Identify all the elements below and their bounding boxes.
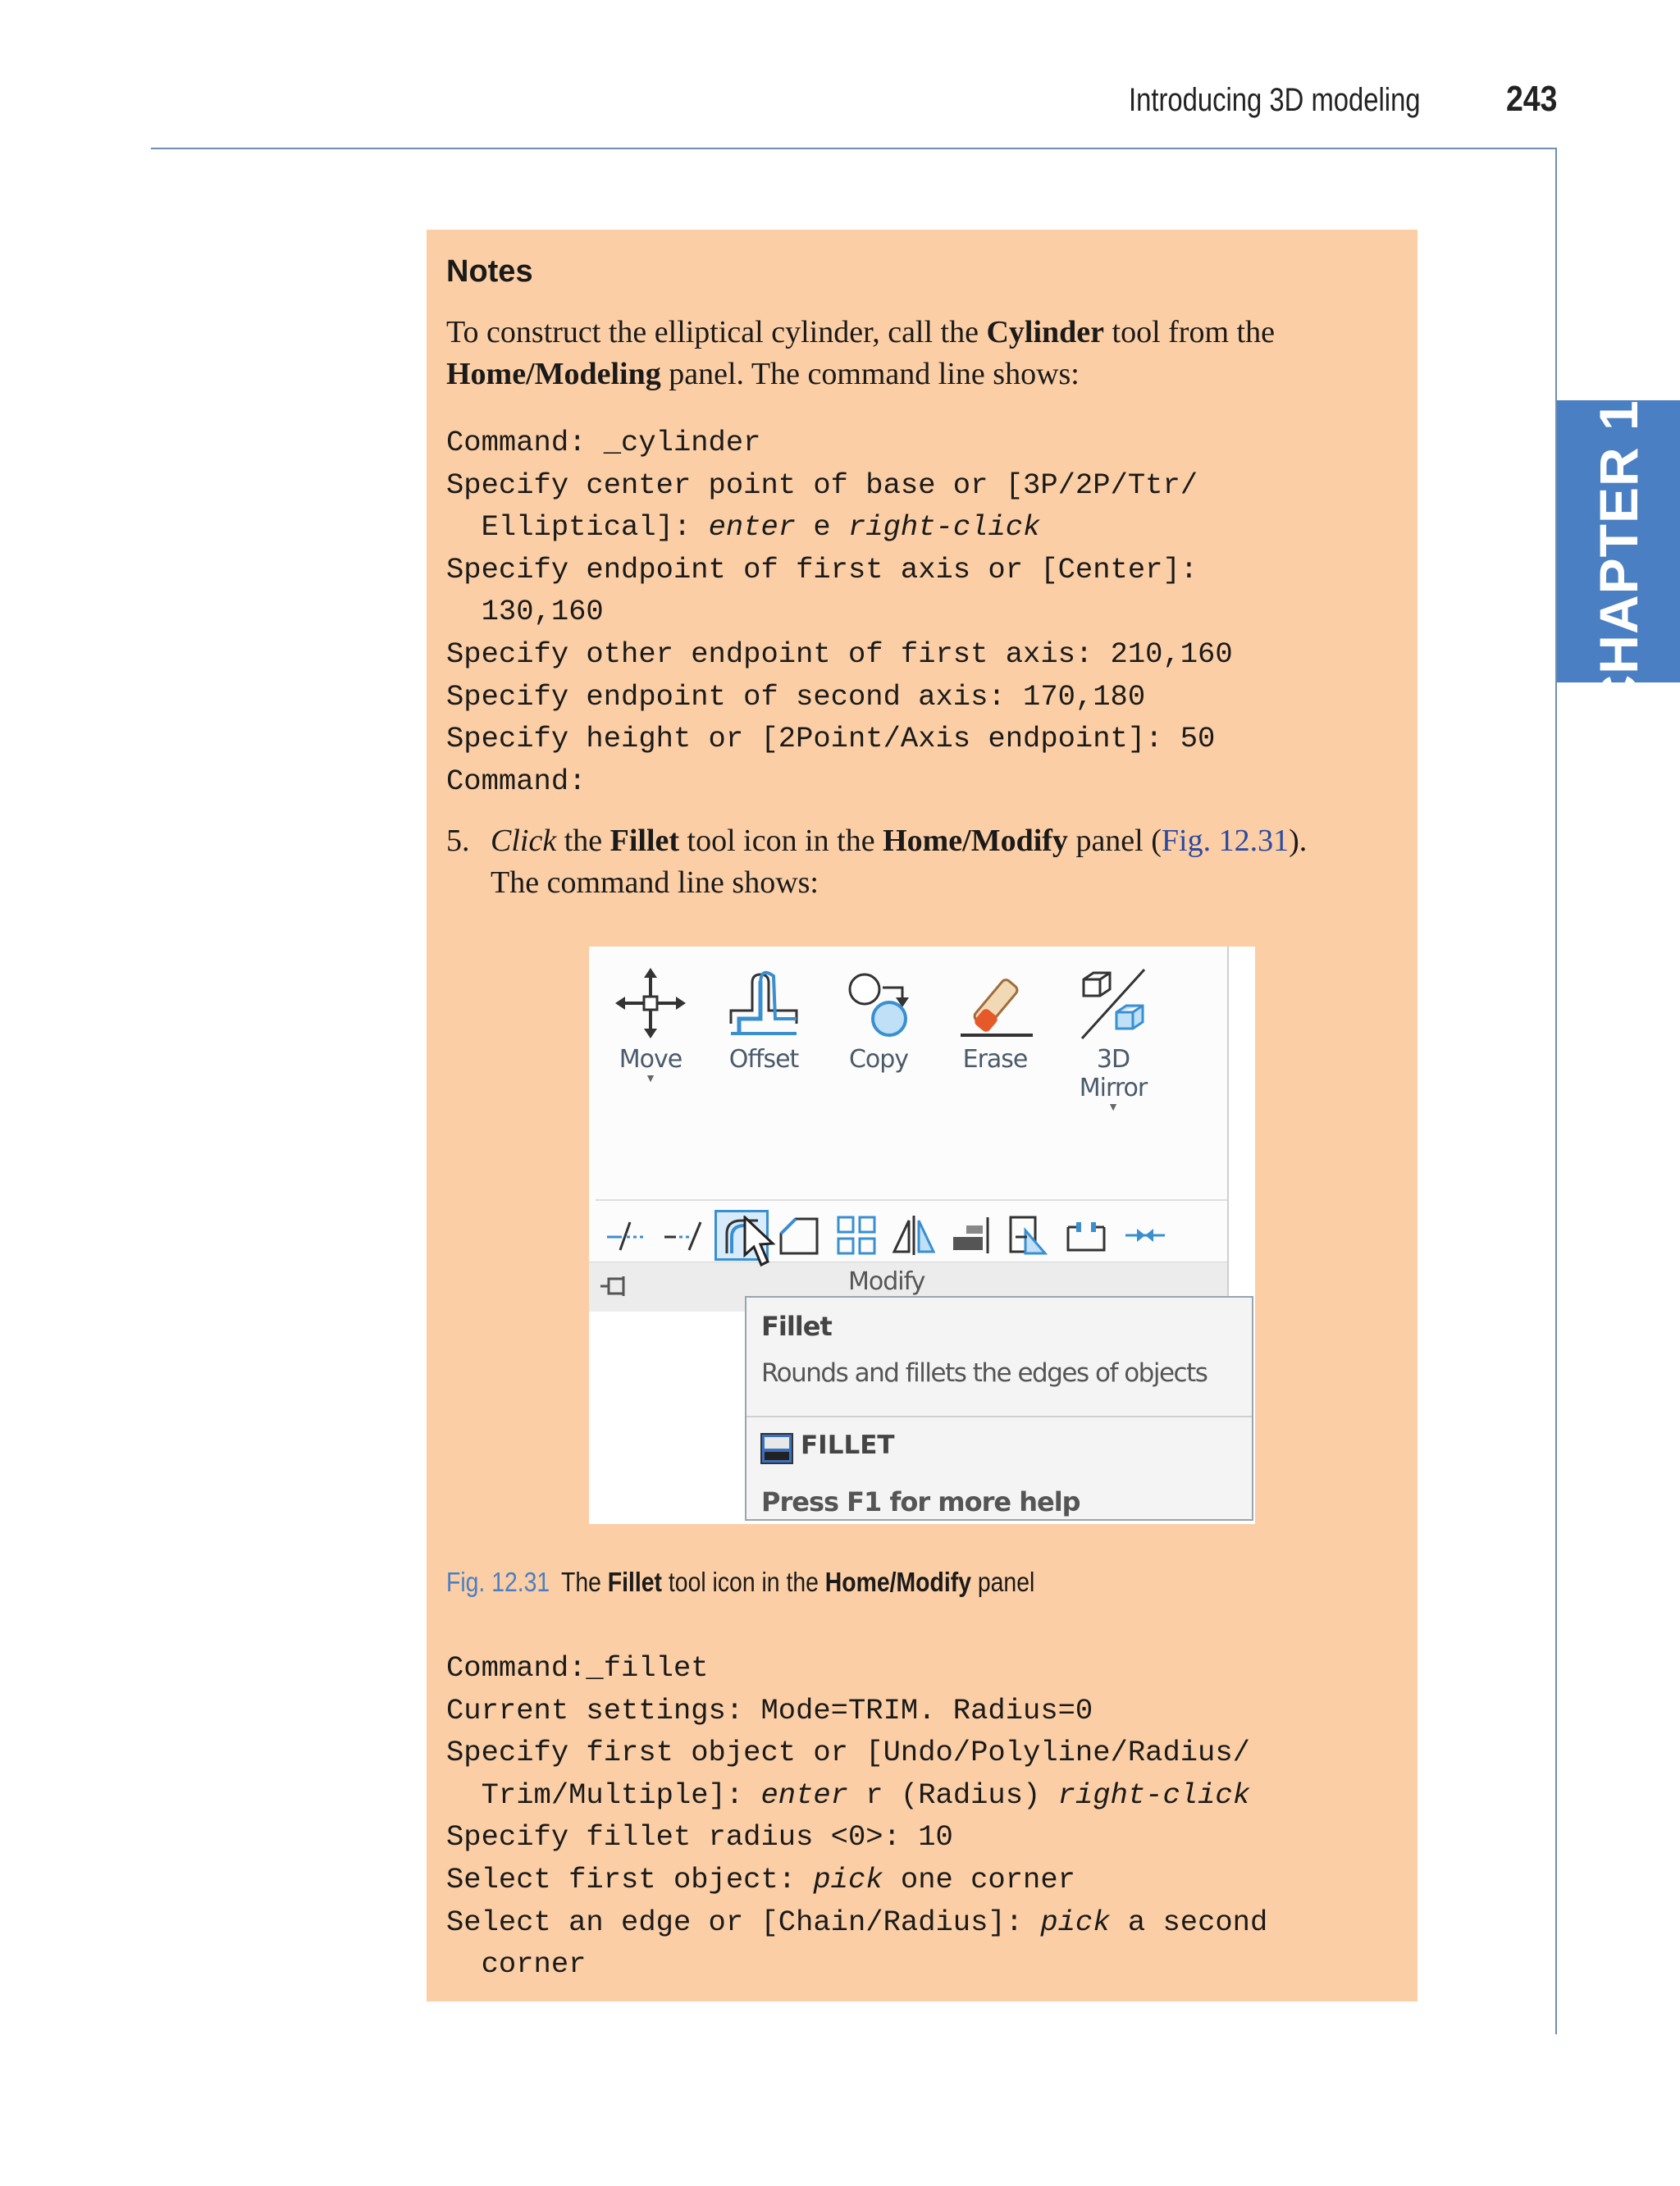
scale-icon [1004,1212,1053,1258]
pin-icon[interactable] [599,1274,632,1298]
join-icon [1121,1212,1170,1258]
extend-button[interactable] [660,1212,709,1258]
tooltip-title: Fillet [761,1311,832,1342]
scale-button[interactable] [1004,1212,1053,1258]
mirror-button[interactable] [889,1212,938,1258]
erase-button[interactable] [942,966,1048,1074]
offset-button[interactable] [710,966,817,1074]
running-title: Introducing 3D modeling [1129,82,1421,118]
stretch-icon [947,1212,996,1258]
chapter-tab [1557,368,1680,714]
3d-mirror-icon [1074,966,1153,1040]
tooltip-help: Press F1 for more help [761,1486,1080,1517]
command-line-icon [760,1432,794,1465]
tooltip-divider [746,1416,1252,1417]
figure-number: Fig. 12.31 [446,1567,550,1597]
panel-label: Modify [848,1267,925,1296]
move-icon [614,966,687,1040]
trim-button[interactable] [602,1212,651,1258]
extend-icon [660,1212,709,1258]
figure-caption: Fig. 12.31 The Fillet tool icon in the Home/Modify panel [446,1567,1035,1597]
notes-intro: To construct the elliptical cylinder, call the Cylinder tool from the Home/Modeling panel. The command line shows: [446,315,1275,391]
command-block-cylinder: Command: _cylinder Specify center point of base or [3P/2P/Ttr/ Elliptical]: enter e right-click Specify endpoint of first axis or [Center]: 130,160 Specify other endpoint of first axis: 210,160 Specify endpoint of second axis: 170,180 Specify height or [2Point/Axis endpoint]: 50 Command: [446,426,1233,798]
break-icon [1061,1212,1111,1258]
array-icon [832,1212,881,1258]
chapter-tab-label: CHAPTER 12 [1588,368,1649,714]
step-number: 5. [446,824,470,858]
notes-box [427,230,1418,2001]
erase-label: Erase [962,1045,1028,1074]
trim-icon [602,1212,651,1258]
chamfer-icon [774,1212,824,1258]
tooltip-description: Rounds and fillets the edges of objects [761,1358,1208,1388]
notes-heading: Notes [446,254,533,289]
stretch-button[interactable] [947,1212,996,1258]
3d-mirror-label: 3D Mirror [1079,1045,1148,1102]
copy-label: Copy [848,1045,909,1074]
join-button[interactable] [1121,1212,1170,1258]
small-tool-row [596,1199,1227,1263]
figure-link[interactable]: Fig. 12.31 [1161,824,1290,858]
move-label: Move [619,1045,682,1074]
command-block-fillet: Command:_fillet Current settings: Mode=TRIM. Radius=0 Specify first object or [Undo/Polyline/Radius/ Trim/Multiple]: enter r (Radius) right-click Specify fillet radius <0>: 10 Select first object: pick one corner Select an edge or [Chain/Radius]: pick a second corner [446,1651,1268,1982]
header-rule [151,148,1557,149]
offset-label: Offset [728,1045,799,1074]
array-button[interactable] [832,1212,881,1258]
step-text: Click the Fillet tool icon in the Home/Modify panel (Fig. 12.31). The command line shows: [491,824,1308,900]
chevron-down-icon: ▼ [1107,1102,1119,1114]
ribbon-modify-panel [589,947,1229,1311]
figure-modify-panel [589,947,1255,1524]
3d-mirror-button[interactable] [1060,966,1166,1114]
chamfer-button[interactable] [774,1212,824,1258]
page-number: 243 [1506,79,1558,119]
copy-icon [842,966,915,1040]
move-button[interactable] [597,966,704,1085]
tooltip-command: FILLET [801,1431,895,1460]
copy-button[interactable] [825,966,932,1074]
offset-icon [724,966,803,1040]
mouse-pointer-icon [742,1216,778,1268]
break-button[interactable] [1061,1212,1111,1258]
eraser-icon [956,966,1034,1040]
chevron-down-icon: ▼ [645,1073,656,1085]
mirror-icon [889,1212,938,1258]
fillet-tooltip [745,1296,1253,1521]
